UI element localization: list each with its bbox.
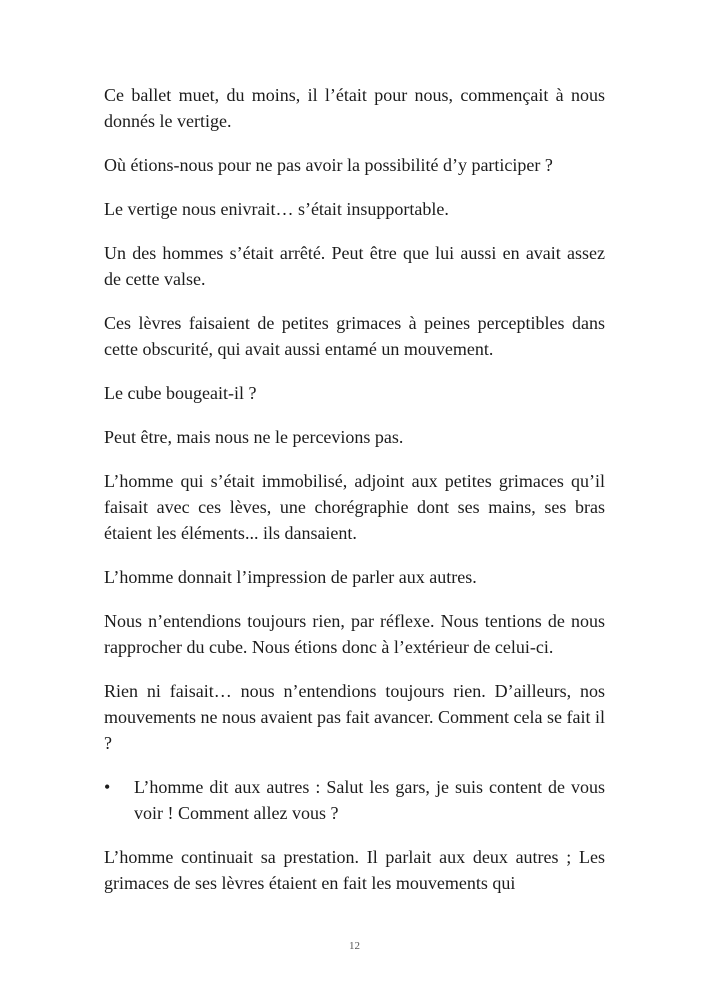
paragraph: Ces lèvres faisaient de petites grimaces à peines perceptibles dans cette obscurité, qui avait aussi entamé un mouvement. [104,313,605,359]
paragraph: Rien ni faisait… nous n’entendions toujours rien. D’ailleurs, nos mouvements ne nous avaient pas fait avancer. Comment cela se fait il ? [104,681,605,753]
bullet-list-item [104,774,605,826]
bullet-icon: • [104,777,111,797]
paragraph: Ce ballet muet, du moins, il l’était pour nous, commençait à nous donnés le vertige. [104,85,605,131]
paragraph: Où étions-nous pour ne pas avoir la possibilité d’y participer ? [104,155,553,175]
paragraph: Le vertige nous enivrait… s’était insupportable. [104,199,449,219]
page-number: 12 [349,940,360,952]
body-text [104,82,605,896]
paragraph: Peut être, mais nous ne le percevions pas. [104,427,404,447]
paragraph: Le cube bougeait-il ? [104,383,257,403]
paragraph: Un des hommes s’était arrêté. Peut être que lui aussi en avait assez de cette valse. [104,243,605,289]
paragraph: L’homme continuait sa prestation. Il parlait aux deux autres ; Les grimaces de ses lèvres étaient en fait les mouvements qui [104,847,605,893]
bullet-text: L’homme dit aux autres : Salut les gars, je suis content de vous voir ! Comment allez vous ? [134,777,605,823]
paragraph: Nous n’entendions toujours rien, par réflexe. Nous tentions de nous rapprocher du cube. Nous étions donc à l’extérieur de celui-ci. [104,611,605,657]
paragraph: L’homme qui s’était immobilisé, adjoint aux petites grimaces qu’il faisait avec ces lèves, une chorégraphie dont ses mains, ses bras étaient les éléments... ils dansaient. [104,471,605,543]
paragraph: L’homme donnait l’impression de parler aux autres. [104,567,477,587]
